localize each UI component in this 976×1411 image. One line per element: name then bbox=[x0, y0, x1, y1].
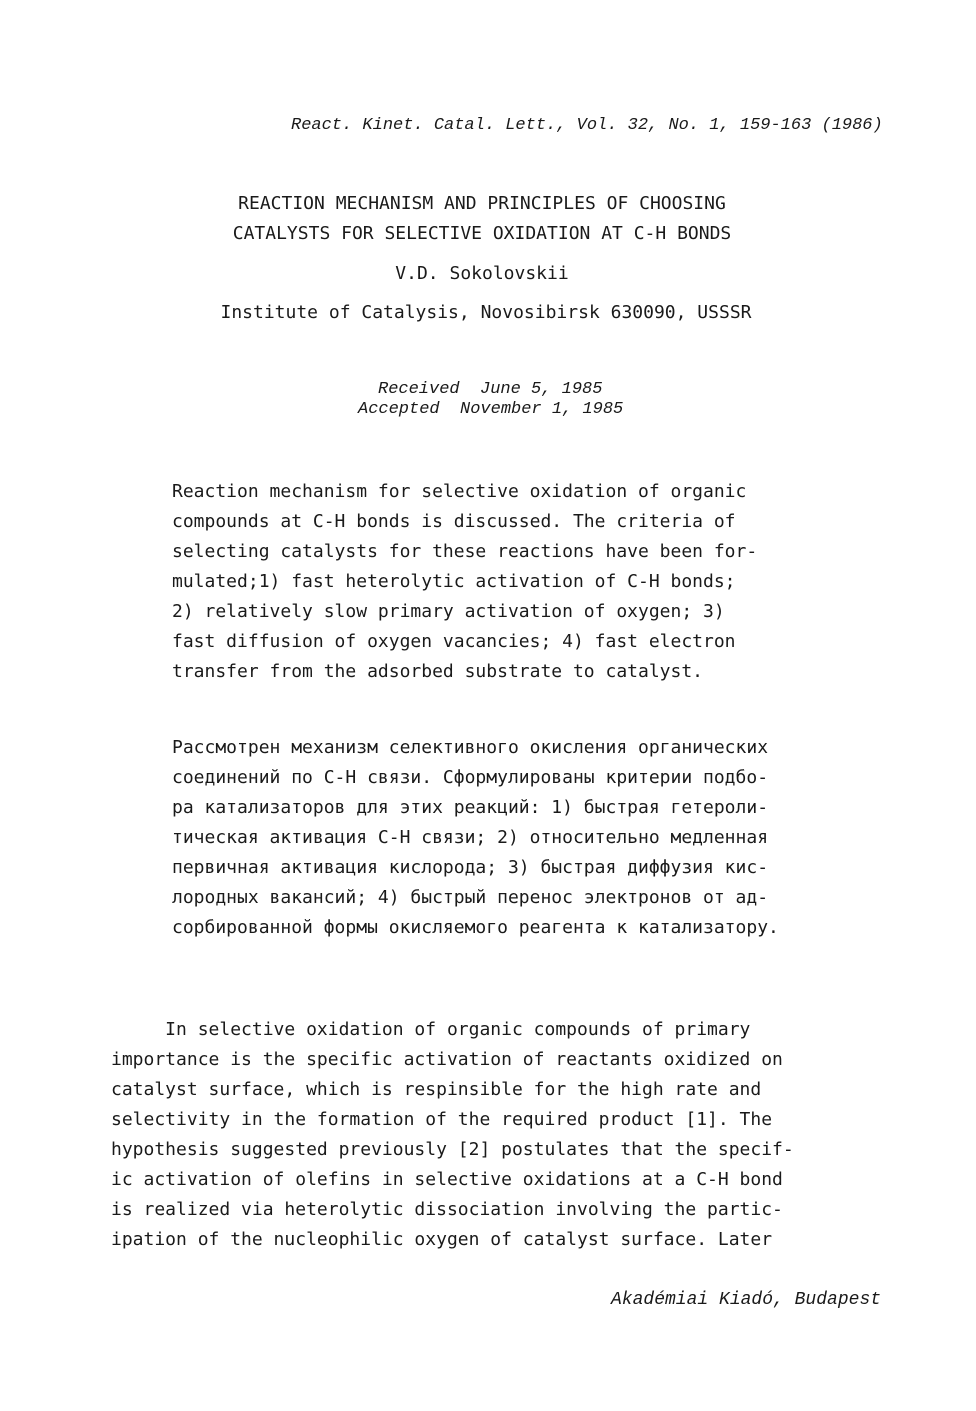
abstract-ru-line: сорбированной формы окисляемого реагента к катализатору. bbox=[172, 917, 779, 938]
body-line: catalyst surface, which is respinsible for the high rate and bbox=[111, 1079, 762, 1100]
abstract-en-line: 2) relatively slow primary activation of oxygen; 3) bbox=[172, 601, 725, 622]
abstract-en-line: Reaction mechanism for selective oxidation of organic bbox=[172, 481, 747, 502]
abstract-en-line: selecting catalysts for these reactions have been for- bbox=[172, 541, 758, 562]
body-line: selectivity in the formation of the required product [1]. The bbox=[111, 1109, 773, 1130]
abstract-ru-line: лородных вакансий; 4) быстрый перенос электронов от ад- bbox=[172, 887, 769, 908]
abstract-en-line: mulated;1) fast heterolytic activation of C-H bonds; bbox=[172, 571, 736, 592]
body-line: In selective oxidation of organic compounds of primary bbox=[111, 1019, 751, 1040]
publisher-footer: Akadémiai Kiadó, Budapest bbox=[611, 1290, 882, 1310]
journal-citation: React. Kinet. Catal. Lett., Vol. 32, No. 1, 159-163 (1986) bbox=[291, 116, 883, 135]
abstract-ru-line: тическая активация C-H связи; 2) относительно медленная bbox=[172, 827, 769, 848]
paper-title-line-2: CATALYSTS FOR SELECTIVE OXIDATION AT C-H BONDS bbox=[232, 223, 732, 244]
body-line: hypothesis suggested previously [2] postulates that the specif- bbox=[111, 1139, 794, 1160]
body-line: is realized via heterolytic dissociation involving the partic- bbox=[111, 1199, 783, 1220]
abstract-en-line: fast diffusion of oxygen vacancies; 4) fast electron bbox=[172, 631, 736, 652]
abstract-en-line: transfer from the adsorbed substrate to catalyst. bbox=[172, 661, 704, 682]
body-line: importance is the specific activation of reactants oxidized on bbox=[111, 1049, 783, 1070]
abstract-ru-line: соединений по C-H связи. Сформулированы критерии подбо- bbox=[172, 767, 769, 788]
paper-title-line-1: REACTION MECHANISM AND PRINCIPLES OF CHOOSING bbox=[238, 193, 726, 214]
abstract-ru-line: Рассмотрен механизм селективного окисления органических bbox=[172, 737, 769, 758]
body-line: ic activation of olefins in selective oxidations at a C-H bond bbox=[111, 1169, 783, 1190]
body-line: ipation of the nucleophilic oxygen of catalyst surface. Later bbox=[111, 1229, 773, 1250]
abstract-en-line: compounds at C-H bonds is discussed. The criteria of bbox=[172, 511, 736, 532]
affiliation: Institute of Catalysis, Novosibirsk 630090, USSSR bbox=[220, 302, 752, 323]
author: V.D. Sokolovskii bbox=[395, 263, 569, 284]
accepted-date: Accepted November 1, 1985 bbox=[358, 400, 624, 419]
abstract-ru-line: ра катализаторов для этих реакций: 1) быстрая гетероли- bbox=[172, 797, 769, 818]
received-date: Received June 5, 1985 bbox=[378, 380, 603, 399]
abstract-ru-line: первичная активация кислорода; 3) быстрая диффузия кис- bbox=[172, 857, 769, 878]
